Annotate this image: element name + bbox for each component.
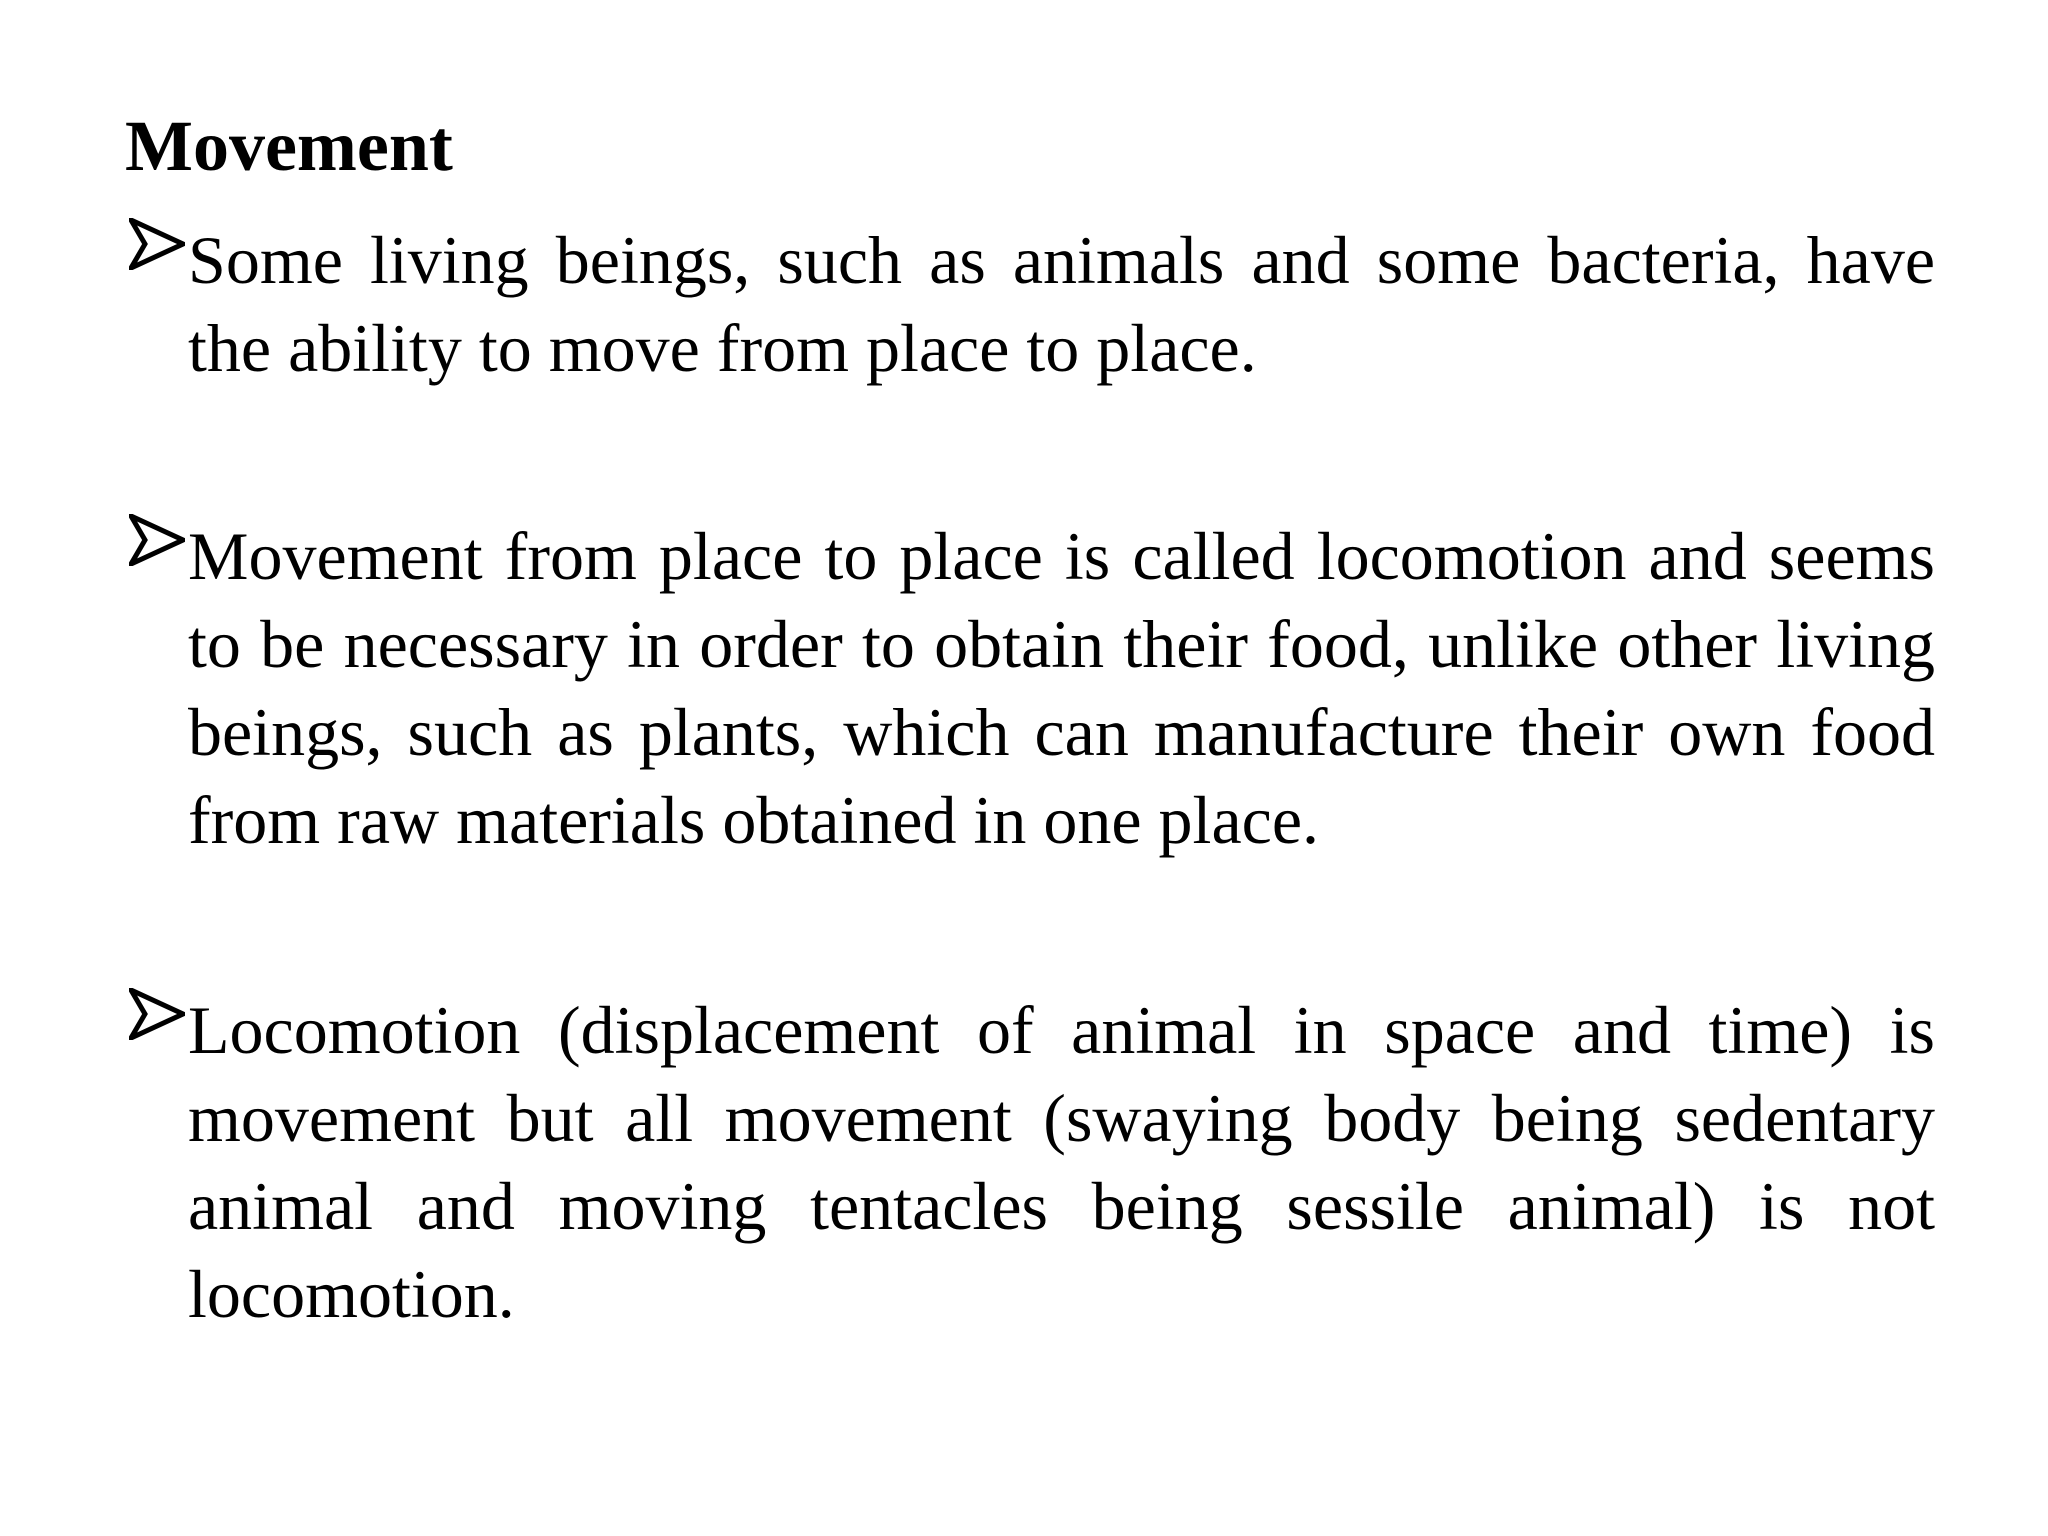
arrowhead-bullet-icon — [129, 218, 185, 270]
arrowhead-bullet-icon — [129, 988, 185, 1040]
slide-title: Movement — [125, 106, 453, 186]
arrowhead-bullet-icon — [129, 514, 185, 566]
bullet-text: Locomotion (displacement of animal in space and time) is movement but all movement (swaying body being sedentary animal and moving tentacles being sessile animal) is not locomotion. — [188, 992, 1935, 1332]
bullet-text: Some living beings, such as animals and some bacteria, have the ability to move from place to place. — [188, 222, 1935, 386]
bullet-item-2 — [125, 512, 1935, 864]
bullet-text: Movement from place to place is called locomotion and seems to be necessary in order to obtain their food, unlike other living beings, such as plants, which can manufacture their own food from raw materials obtained in one place. — [188, 518, 1935, 858]
bullet-item-3 — [125, 986, 1935, 1338]
bullet-item-1 — [125, 216, 1935, 392]
